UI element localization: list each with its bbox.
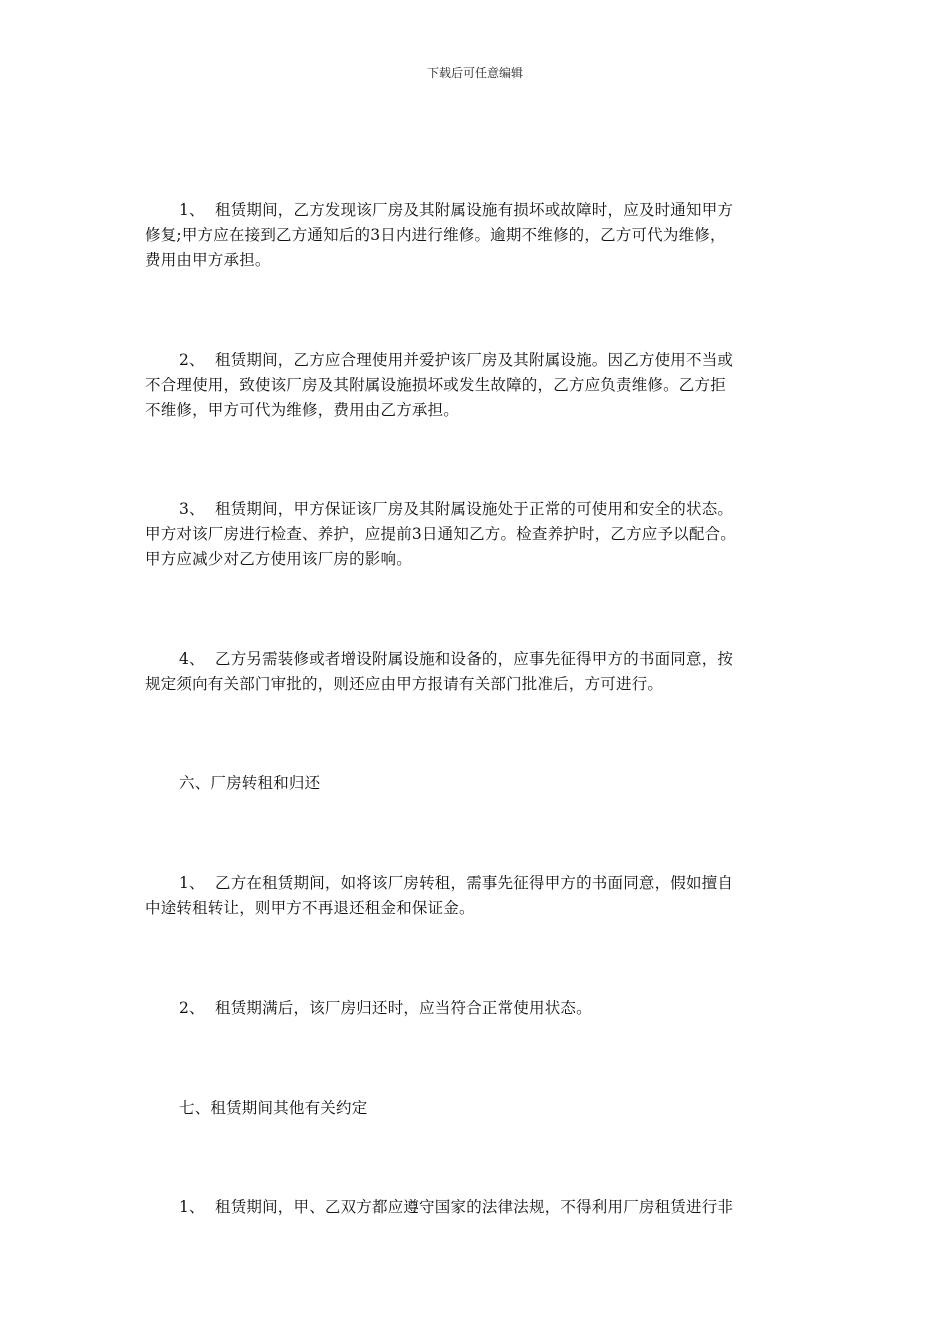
clause-number: 1、 (179, 1198, 205, 1216)
section-heading: 七、租赁期间其他有关约定 (179, 1099, 368, 1117)
clause-text: 费用由甲方承担。 (145, 251, 271, 269)
clause-text: 中途转租转让，则甲方不再退还租金和保证金。 (145, 899, 475, 917)
page-header: 下载后可任意编辑 (426, 66, 523, 80)
clause-4-renovation (145, 647, 807, 697)
clause-text: 不合理使用，致使该厂房及其附属设施损坏或发生故障的，乙方应负责维修。乙方拒 (145, 376, 726, 394)
clause-first-line (145, 497, 807, 522)
clause-first-line (145, 1195, 807, 1220)
clause-text: 租赁期间，甲、乙双方都应遵守国家的法律法规，不得利用厂房租赁进行非 (215, 1198, 734, 1216)
clause-first-line (145, 198, 807, 223)
clause-text: 租赁期满后，该厂房归还时，应当符合正常使用状态。 (215, 999, 592, 1017)
clause-text: 乙方在租赁期间，如将该厂房转租，需事先征得甲方的书面同意，假如擅自 (215, 874, 734, 892)
clause-number: 1、 (179, 874, 205, 892)
clause-text: 甲方应减少对乙方使用该厂房的影响。 (145, 550, 412, 568)
clause-3-safety-maintenance (145, 497, 807, 572)
clause-number: 2、 (179, 999, 205, 1017)
clause-text: 租赁期间，乙方发现该厂房及其附属设施有损坏或故障时，应及时通知甲方 (215, 201, 734, 219)
clause-number: 4、 (179, 650, 205, 668)
clause-text: 不维修，甲方可代为维修，费用由乙方承担。 (145, 401, 460, 419)
clause-text: 规定须向有关部门审批的，则还应由甲方报请有关部门批准后，方可进行。 (145, 675, 664, 693)
clause-6-2-return (145, 996, 807, 1021)
clause-first-line (145, 996, 807, 1021)
clause-number: 3、 (179, 500, 205, 518)
clause-first-line (145, 348, 807, 373)
clause-first-line (145, 647, 807, 672)
clause-number: 2、 (179, 351, 205, 369)
clause-7-1-compliance (145, 1195, 807, 1220)
section-heading-six (145, 771, 807, 796)
clause-1-repair-notice (145, 198, 807, 273)
clause-2-proper-use (145, 348, 807, 423)
section-heading: 六、厂房转租和归还 (179, 774, 321, 792)
clause-first-line (145, 871, 807, 896)
clause-text: 租赁期间，甲方保证该厂房及其附属设施处于正常的可使用和安全的状态。 (215, 500, 734, 518)
clause-6-1-sublease (145, 871, 807, 921)
clause-text: 租赁期间，乙方应合理使用并爱护该厂房及其附属设施。因乙方使用不当或 (215, 351, 734, 369)
section-heading-seven (145, 1096, 807, 1121)
clause-text: 修复;甲方应在接到乙方通知后的3日内进行维修。逾期不维修的，乙方可代为维修， (145, 226, 726, 244)
clause-number: 1、 (179, 201, 205, 219)
clause-text: 甲方对该厂房进行检查、养护，应提前3日通知乙方。检查养护时，乙方应予以配合。 (145, 525, 736, 543)
clause-text: 乙方另需装修或者增设附属设施和设备的，应事先征得甲方的书面同意，按 (215, 650, 734, 668)
